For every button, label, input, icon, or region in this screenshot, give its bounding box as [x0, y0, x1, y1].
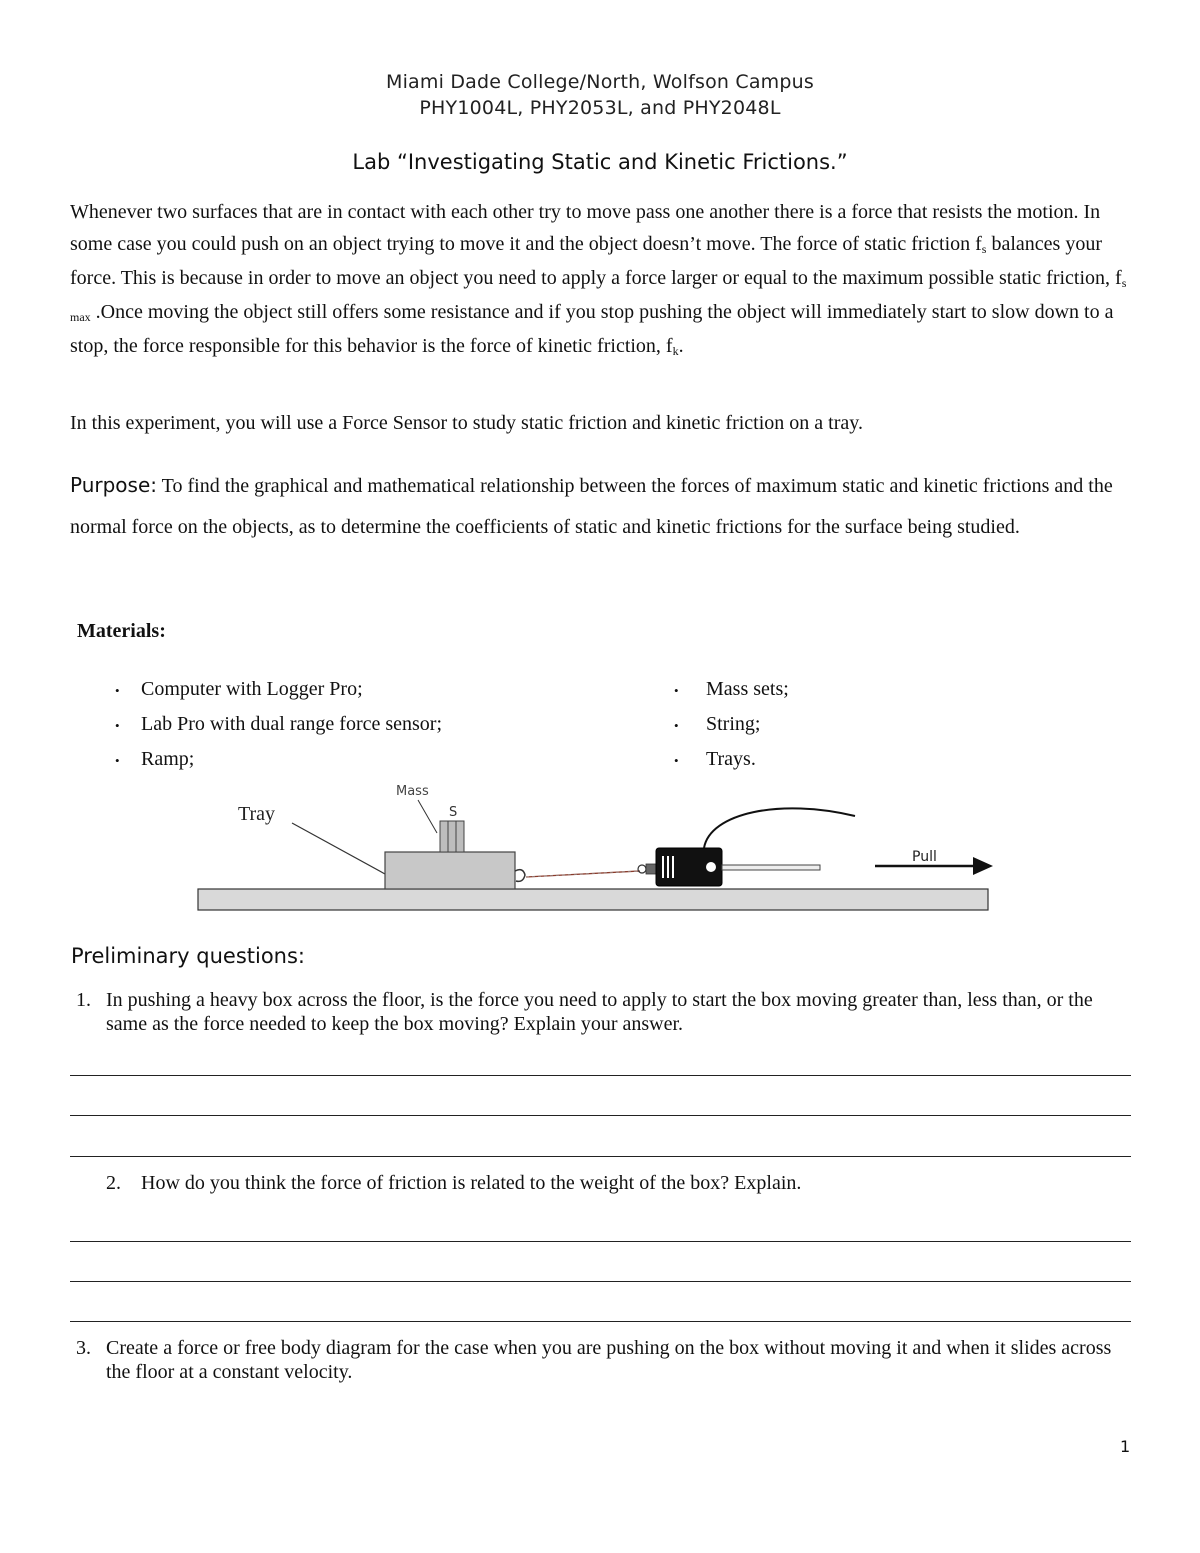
header-courses: PHY1004L, PHY2053L, and PHY2048L [419, 97, 781, 119]
mass-hook: S [449, 805, 458, 820]
subscript-s: s [981, 242, 987, 256]
pull-label: Pull [912, 849, 937, 865]
subscript-k: k [672, 344, 679, 358]
subscript-smax: s max [70, 276, 1127, 324]
material-computer: Computer with Logger Pro; [141, 678, 363, 700]
ramp-surface [198, 889, 988, 910]
mass-leader-line [418, 800, 437, 833]
list-item [674, 713, 761, 735]
tray-label: Tray [238, 803, 276, 825]
material-mass-sets: Mass sets; [706, 678, 789, 700]
q2-text: How do you think the force of friction is related to the weight of the box? Explain. [141, 1172, 802, 1194]
bullet: • [115, 718, 120, 733]
list-item [674, 678, 789, 700]
mass-weight-1 [440, 821, 448, 852]
q3-number: 3. [76, 1337, 91, 1359]
material-labpro: Lab Pro with dual range force sensor; [141, 713, 443, 735]
bullet: • [674, 753, 679, 768]
material-trays: Trays. [706, 748, 756, 770]
intro-paragraph [70, 196, 1140, 364]
header-institution: Miami Dade College/North, Wolfson Campus [385, 71, 814, 93]
materials-heading: Materials: [77, 620, 166, 642]
mass-weight-3 [456, 821, 464, 852]
material-string: String; [706, 713, 761, 735]
q3-text: Create a force or free body diagram for the case when you are pushing on the box without moving it and when it slides across the floor at a constant velocity. [106, 1337, 1112, 1383]
list-item [674, 748, 756, 770]
mass-label: Mass [396, 784, 429, 799]
intro-text-d: . [678, 335, 684, 357]
intro-text-c: .Once moving the object still offers some resistance and if you stop pushing the object will immediately start to slow down to a stop, the force responsible for this behavior is the force of kinetic friction, f [70, 301, 1114, 357]
tray-box [385, 852, 515, 889]
list-item [115, 748, 195, 770]
tray-hook [515, 870, 525, 882]
list-item [115, 678, 363, 700]
bullet: • [674, 683, 679, 698]
answer-line[interactable] [70, 1321, 1131, 1322]
purpose-label: Purpose: [70, 473, 158, 497]
q1-text: In pushing a heavy box across the floor, is the force you need to apply to start the box moving greater than, less than, or the same as the force needed to keep the box moving? Explain your answer. [106, 989, 1093, 1035]
intro-text-b: balances your force. This is because in order to move an object you need to apply a force larger or equal to the maximum possible static friction, f [70, 233, 1122, 289]
bullet: • [115, 753, 120, 768]
mass-weight-2 [448, 821, 456, 852]
bullet: • [115, 683, 120, 698]
sensor-hook [638, 865, 646, 873]
page-number: 1 [1120, 1437, 1131, 1456]
experiment-diagram [190, 778, 1000, 918]
sensor-cable [704, 808, 855, 848]
tray-leader-line [292, 823, 385, 874]
material-ramp: Ramp; [141, 748, 195, 770]
experiment-intro: In this experiment, you will use a Force Sensor to study static friction and kinetic friction on a tray. [70, 412, 863, 434]
page-title: Lab “Investigating Static and Kinetic Frictions.” [352, 150, 848, 174]
pull-arrowhead [973, 857, 993, 875]
bullet: • [674, 718, 679, 733]
intro-text-a: Whenever two surfaces that are in contact with each other try to move pass one another there is a force that resists the motion. In some case you could push on an object trying to move it and the object doesn’t move. The force of static friction f [70, 201, 1101, 255]
list-item [115, 713, 443, 735]
purpose-text: To find the graphical and mathematical relationship between the forces of maximum static and kinetic frictions and the normal force on the objects, as to determine the coefficients of static and kinetic frictions for the surface being studied. [70, 475, 1113, 538]
prelim-heading: Preliminary questions: [71, 944, 306, 968]
answer-line[interactable] [70, 1281, 1131, 1282]
sensor-rod [722, 865, 820, 870]
answer-line[interactable] [70, 1115, 1131, 1116]
answer-line[interactable] [70, 1156, 1131, 1157]
sensor-button [706, 862, 716, 872]
answer-line[interactable] [70, 1075, 1131, 1076]
answer-line[interactable] [70, 1241, 1131, 1242]
q2-number: 2. [106, 1172, 121, 1194]
purpose-paragraph [70, 465, 1140, 548]
q1-number: 1. [76, 989, 91, 1011]
